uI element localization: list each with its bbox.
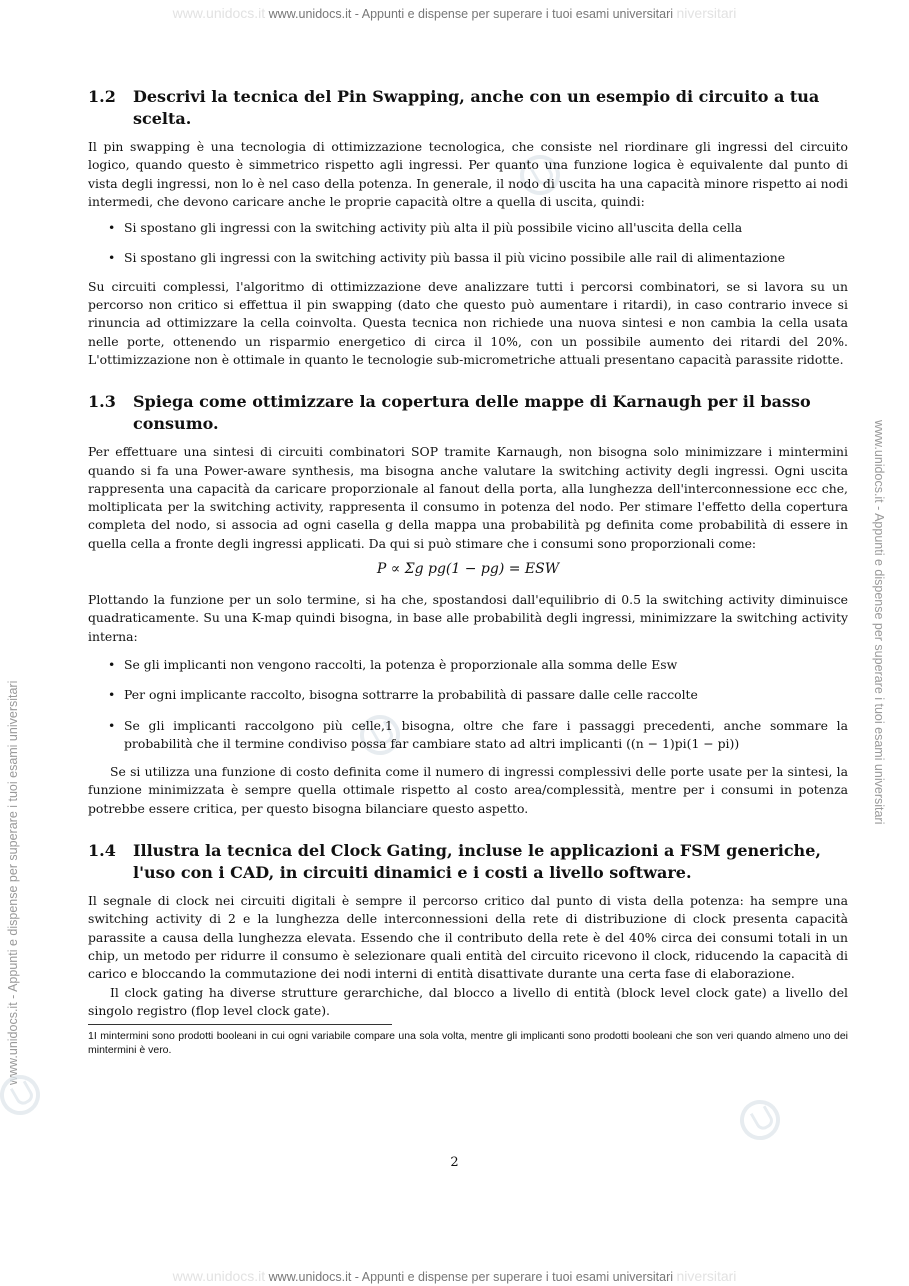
list-item-text: Si spostano gli ingressi con la switching activity più bassa il più vicino possibile alle rail di alimentazione <box>124 250 786 266</box>
bullet-icon: • <box>108 250 116 266</box>
list-item-text: Per ogni implicante raccolto, bisogna sottrarre la probabilità di passare dalle celle raccolte <box>124 687 698 703</box>
banner-faint-left: www.unidocs.it <box>172 1268 266 1284</box>
section-number: 1.4 <box>88 841 116 861</box>
paragraph: Plottando la funzione per un solo termine, si ha che, spostandosi dall'equilibrio di 0.5 la switching activity diminuisce quadraticamente. Su una K-map quindi bisogna, in base alle probabilità degli ingressi, minimizzare la switching activity interna: <box>88 592 848 644</box>
watermark-side-left: www.unidocs.it - Appunti e dispense per superare i tuoi esami universitari <box>6 680 20 1085</box>
list-item <box>88 656 848 674</box>
bullet-list <box>88 656 848 753</box>
list-item <box>88 219 848 237</box>
list-item <box>88 249 848 267</box>
banner-text: www.unidocs.it - Appunti e dispense per superare i tuoi esami universitari <box>268 7 674 21</box>
bullet-icon: • <box>108 656 116 672</box>
document-body <box>88 86 848 1057</box>
page-number: 2 <box>450 1155 459 1170</box>
watermark-banner-bottom <box>0 1268 909 1284</box>
list-item <box>88 686 848 704</box>
banner-faint-left: www.unidocs.it <box>172 5 266 21</box>
bullet-icon: • <box>108 220 116 236</box>
list-item-text: Se gli implicanti non vengono raccolti, la potenza è proporzionale alla somma delle Esw <box>124 656 678 672</box>
paragraph: Se si utilizza una funzione di costo definita come il numero di ingressi complessivi delle porte usate per la sintesi, la funzione minimizzata è sempre quella ottimale rispetto al costo area/complessità, mentre per i consumi in potenza potrebbe essere critica, per questo bisogna bilanciare questo aspetto. <box>88 764 848 816</box>
footnote: 1I mintermini sono prodotti booleani in cui ogni variabile compare una sola volta, mentre gli implicanti sono prodotti booleani che son veri quando almeno uno dei mintermini è vero. <box>88 1030 848 1057</box>
list-item-text: Si spostano gli ingressi con la switching activity più alta il più possibile vicino all'uscita della cella <box>124 220 743 236</box>
bullet-icon: • <box>108 687 116 703</box>
section-heading <box>88 840 848 884</box>
watermark-banner-top <box>0 5 909 21</box>
banner-text: www.unidocs.it - Appunti e dispense per superare i tuoi esami universitari <box>268 1270 674 1284</box>
paragraph: Il pin swapping è una tecnologia di ottimizzazione tecnologica, che consiste nel riordinare gli ingressi del circuito logico, quando questo è simmetrico rispetto agli ingressi. Per quanto una funzione logica è equivalente dal punto di vista degli ingressi, non lo è nel caso della potenza. In generale, il nodo di uscita ha una capacità minore rispetto ai nodi intermedi, che devono caricare anche le proprie capacità oltre a quella di uscita, quindi: <box>88 139 848 209</box>
section-title: Descrivi la tecnica del Pin Swapping, anche con un esempio di circuito a tua scelta. <box>133 87 820 128</box>
footnote-divider <box>88 1024 392 1025</box>
section-title: Illustra la tecnica del Clock Gating, incluse le applicazioni a FSM generiche, l'uso con i CAD, in circuiti dinamici e i costi a livello software. <box>133 841 821 883</box>
bullet-list <box>88 219 848 268</box>
formula: P ∝ Σg pg(1 − pg) = ESW <box>376 561 560 578</box>
section-number: 1.2 <box>88 87 116 106</box>
paragraph: Per effettuare una sintesi di circuiti combinatori SOP tramite Karnaugh, non bisogna solo minimizzare i mintermini quando si fa una Power-aware synthesis, ma bisogna anche valutare la switching activity degli ingressi. Ogni uscita rappresenta una capacità da caricare proporzionale al fanout della porta, alla lunghezza dell'interconnessione ecc che, moltiplicata per la switching activity, rappresenta il consumo in potenza del nodo. Per stimare l'effetto della copertura completa del nodo, si associa ad ogni casella g della mappa una probabilità pg definita come probabilità di essere in quella cella a fronte degli ingressi applicati. Da qui si può stimare che i consumi sono proporzionali come: <box>88 444 848 551</box>
banner-faint-right: niversitari <box>676 1268 737 1284</box>
section-heading <box>88 391 848 435</box>
watermark-logo-icon <box>733 1093 788 1148</box>
section-title: Spiega come ottimizzare la copertura delle mappe di Karnaugh per il basso consumo. <box>133 392 811 434</box>
bullet-icon: • <box>108 717 116 733</box>
list-item-text: Se gli implicanti raccolgono più celle,1 bisogna, oltre che fare i passaggi precedenti, anche sommare la probabilità che il termine condiviso possa far cambiare stato ad altri implicanti ((n − 1)pi(1 − pi)) <box>124 717 848 751</box>
list-item <box>88 717 848 754</box>
section-heading <box>88 86 848 130</box>
paragraph: Il clock gating ha diverse strutture gerarchiche, dal blocco a livello di entità (block level clock gate) a livello del singolo registro (flop level clock gate). <box>88 984 848 1018</box>
paragraph: Su circuiti complessi, l'algoritmo di ottimizzazione deve analizzare tutti i percorsi combinatori, se si lavora su un percorso non critico si effettua il pin swapping (dato che questo può aumentare i ritardi), in caso contrario invece si rinuncia ad ottimizzare la cella coinvolta. Questa tecnica non richiede una nuova sintesi e non cambia la cella usata nelle porte, ottenendo un risparmio energetico di circa il 10%, con un possibile aumento dei ritardi del 20%. L'ottimizzazione non è ottimale in quanto le tecnologie sub-micrometriche attuali presentano capacità parassite ridotte. <box>88 278 848 367</box>
banner-faint-right: niversitari <box>676 5 737 21</box>
paragraph: Il segnale di clock nei circuiti digitali è sempre il percorso critico dal punto di vista della potenza: ha sempre una switching activity di 2 e la lunghezza delle interconnessioni della rete di distribuzione di clock presenta capacità parassite a causa della lunghezza elevata. Essendo che il contributo della rete è del 40% circa dei consumi totali in un chip, un metodo per ridurre il consumo è selezionare quali entità del circuito ricevono il clock, riducendo la capacità di carico e bloccando la commutazione dei nodi interni di entità disattivate durante una certa fase di elaborazione. <box>88 893 848 982</box>
watermark-side-right: www.unidocs.it - Appunti e dispense per superare i tuoi esami universitari <box>872 420 886 825</box>
section-number: 1.3 <box>88 392 116 412</box>
